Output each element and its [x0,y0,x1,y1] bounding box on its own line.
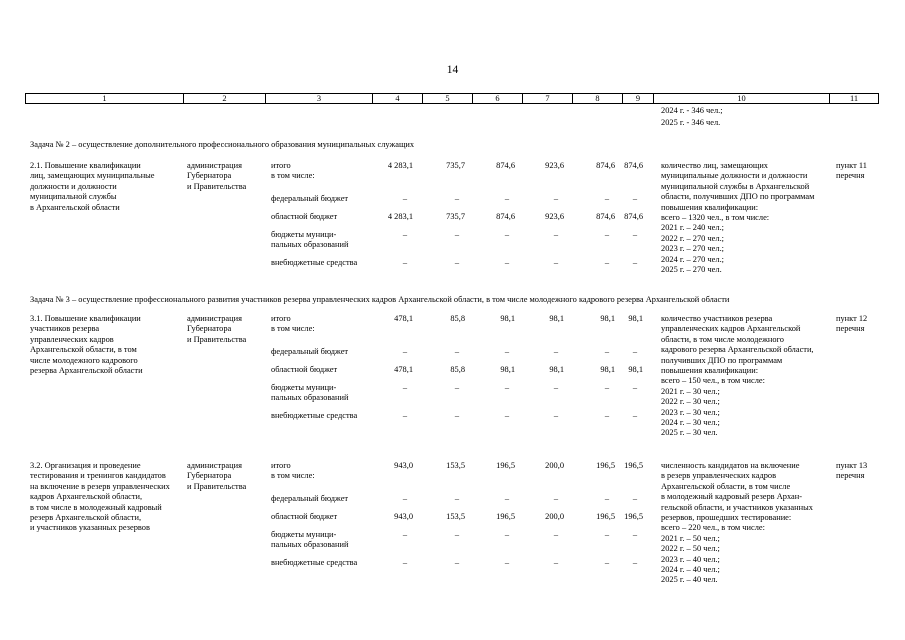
executor-line: и Правительства [187,181,247,191]
indicator-line: 2023 г. – 30 чел.; [661,407,720,417]
indicator-line: в резерв управленческих кадров [661,471,777,481]
total-value: 85,8 [450,314,465,323]
empty-dash: – [402,194,407,204]
indicator-line: 2022 г. – 270 чел.; [661,233,724,243]
indicator-line: 2024 г. – 30 чел.; [661,418,720,427]
total-value: 153,5 [446,461,465,470]
measure-name-line: 2.1. Повышение квалификации [30,161,141,170]
funding-label-municipal2: пальных образований [271,393,349,403]
regional-value: 923,6 [545,212,564,222]
indicator-line: 2025 г. – 40 чел. [661,575,718,585]
empty-dash: – [604,194,609,204]
measure-name-line: Архангельской области, в том [30,345,137,355]
funding-label-regional: областной бюджет [271,212,338,222]
funding-label-federal: федеральный бюджет [271,494,349,504]
indicator-line: численность кандидатов на включение [661,461,800,470]
indicator-line: области, в том числе молодежного [661,334,784,344]
regional-value: 98,1 [600,365,615,375]
empty-dash: – [553,382,558,392]
indicator-line: гельской области, и участников указанных [661,502,813,512]
header-col-7: 7 [523,94,573,103]
empty-dash: – [402,347,407,357]
empty-dash: – [454,557,459,567]
measure-name-line: резерва Архангельской области [30,366,143,375]
empty-dash: – [402,557,407,567]
indicator-line: 2023 г. – 270 чел.; [661,244,724,254]
funding-label-regional: областной бюджет [271,512,338,522]
header-col-9: 9 [623,94,654,103]
table-header [25,93,879,104]
empty-dash: – [504,257,509,267]
empty-dash: – [632,494,637,504]
reference-line: перечня [836,171,865,181]
empty-dash: – [632,347,637,357]
indicator-line: 2021 г. – 50 чел.; [661,533,720,543]
total-value: 874,6 [496,161,515,170]
measure-name-line: кадров Архангельской области, [30,492,143,502]
total-value: 874,6 [596,161,615,170]
measure-name-line: 3.2. Организация и проведение [30,461,141,470]
total-value: 923,6 [545,161,564,170]
total-value: 98,1 [628,314,643,323]
indicator-line: 2023 г. – 40 чел.; [661,554,720,564]
funding-label-municipal1: бюджеты муници- [271,229,337,239]
indicator-line: 2021 г. – 30 чел.; [661,386,720,396]
total-value: 478,1 [394,314,413,323]
measure-name-line: муниципальной службы [30,192,117,202]
measure-name-line: 3.1. Повышение квалификации [30,314,141,323]
empty-dash: – [454,347,459,357]
carry-over-line: 2024 г. - 346 чел.; [661,106,723,115]
measure-name-line: участников резерва [30,324,100,334]
empty-dash: – [402,257,407,267]
empty-dash: – [454,494,459,504]
total-value: 196,5 [624,461,643,470]
empty-dash: – [604,529,609,539]
empty-dash: – [504,410,509,420]
empty-dash: – [632,529,637,539]
task-heading: Задача № 2 – осуществление дополнительного профессионального образования муниципальных служащих [30,140,415,149]
funding-label-municipal2: пальных образований [271,240,349,250]
total-value: 98,1 [549,314,564,323]
indicator-line: в молодежный кадровый резерв Архан- [661,492,803,502]
empty-dash: – [604,494,609,504]
executor-line: Губернатора [187,171,232,181]
indicator-line: 2022 г. – 50 чел.; [661,544,720,554]
regional-value: 943,0 [394,512,413,522]
empty-dash: – [553,410,558,420]
measure-name-line: управленческих кадров [30,334,114,344]
empty-dash: – [553,194,558,204]
empty-dash: – [632,194,637,204]
indicator-line: 2022 г. – 30 чел.; [661,397,720,407]
measure-name-line: в Архангельской области [30,202,120,212]
regional-value: 98,1 [549,365,564,375]
funding-label-municipal1: бюджеты муници- [271,529,337,539]
indicator-line: повышения квалификации: [661,366,759,375]
executor-line: администрация [187,461,242,470]
regional-value: 4 283,1 [387,212,413,222]
funding-label-regional: областной бюджет [271,365,338,375]
indicator-line: муниципальные должности и должности [661,171,808,181]
regional-value: 196,5 [496,512,515,522]
task-heading: Задача № 3 – осуществление профессионального развития участников резерва управленческих кадров Архангельской области, в том числе молодежного кадрового резерва Архангельской области [30,295,730,304]
reference-line: пункт 13 [836,461,868,470]
regional-value: 196,5 [624,512,643,522]
measure-name-line: лиц, замещающих муниципальные [30,171,155,181]
empty-dash: – [604,257,609,267]
header-col-11: 11 [849,94,859,103]
measure-name-line: тестирования и тренингов кандидатов [30,471,166,481]
indicator-line: 2021 г. – 240 чел.; [661,223,724,233]
header-col-2: 2 [184,94,266,103]
regional-value: 98,1 [500,365,515,375]
regional-value: 200,0 [545,512,564,522]
funding-label-federal: федеральный бюджет [271,347,349,357]
measure-name-line: и участников указанных резервов [30,523,150,533]
regional-value: 85,8 [450,365,465,375]
empty-dash: – [504,347,509,357]
funding-label-extra: внебюджетные средства [271,410,358,420]
indicator-line: всего – 150 чел., в том числе: [661,376,765,386]
empty-dash: – [504,194,509,204]
indicator-line: 2024 г. – 40 чел.; [661,565,720,574]
empty-dash: – [402,494,407,504]
empty-dash: – [504,382,509,392]
funding-label-extra: внебюджетные средства [271,257,358,267]
total-value: 874,6 [624,161,643,170]
executor-line: администрация [187,161,242,170]
reference-line: перечня [836,324,865,334]
header-col-1: 1 [26,94,184,103]
total-value: 98,1 [500,314,515,323]
empty-dash: – [553,229,558,239]
regional-value: 196,5 [596,512,615,522]
indicator-line: получивших ДПО по программам [661,355,783,365]
funding-label-incl: в том числе: [271,324,315,334]
empty-dash: – [504,229,509,239]
empty-dash: – [604,382,609,392]
header-col-8: 8 [573,94,623,103]
empty-dash: – [553,257,558,267]
funding-label-total: итого [271,161,291,170]
regional-value: 478,1 [394,365,413,375]
empty-dash: – [604,347,609,357]
measure-name-line: числе молодежного кадрового [30,355,138,365]
indicator-line: всего – 1320 чел., в том числе: [661,213,770,222]
regional-value: 153,5 [446,512,465,522]
indicator-line: количество участников резерва [661,314,773,323]
empty-dash: – [504,494,509,504]
regional-value: 874,6 [496,212,515,222]
empty-dash: – [504,557,509,567]
empty-dash: – [402,229,407,239]
total-value: 735,7 [446,161,465,170]
header-col-4: 4 [373,94,423,103]
indicator-line: 2025 г. – 30 чел. [661,428,718,438]
indicator-line: Архангельской области, в том числе [661,481,791,491]
funding-label-extra: внебюджетные средства [271,557,358,567]
indicator-line: повышения квалификации: [661,202,759,212]
indicator-line: 2024 г. – 270 чел.; [661,254,724,264]
reference-line: перечня [836,471,865,481]
header-col-6: 6 [473,94,523,103]
empty-dash: – [632,257,637,267]
empty-dash: – [454,257,459,267]
total-value: 196,5 [496,461,515,470]
executor-line: и Правительства [187,334,247,344]
empty-dash: – [604,410,609,420]
empty-dash: – [553,494,558,504]
indicator-line: кадрового резерва Архангельской области, [661,345,814,355]
funding-label-incl: в том числе: [271,471,315,481]
executor-line: администрация [187,314,242,323]
empty-dash: – [454,382,459,392]
empty-dash: – [632,382,637,392]
executor-line: и Правительства [187,481,247,491]
carry-over-line: 2025 г. - 346 чел. [661,117,721,127]
empty-dash: – [604,557,609,567]
indicator-line: всего – 220 чел., в том числе: [661,523,765,533]
indicator-line: 2025 г. – 270 чел. [661,265,722,274]
empty-dash: – [604,229,609,239]
regional-value: 874,6 [624,212,643,222]
funding-label-municipal2: пальных образований [271,540,349,550]
executor-line: Губернатора [187,324,232,334]
empty-dash: – [454,229,459,239]
empty-dash: – [632,410,637,420]
empty-dash: – [632,229,637,239]
funding-label-incl: в том числе: [271,171,315,181]
header-col-5: 5 [423,94,473,103]
total-value: 4 283,1 [387,161,413,170]
header-col-10: 10 [654,94,830,103]
empty-dash: – [454,410,459,420]
measure-name-line: в том числе в молодежный кадровый [30,502,162,512]
empty-dash: – [553,557,558,567]
indicator-line: области, получивших ДПО по программам [661,192,815,202]
empty-dash: – [454,194,459,204]
indicator-line: муниципальной службы в Архангельской [661,181,810,191]
indicator-line: управленческих кадров Архангельской [661,324,801,334]
executor-line: Губернатора [187,471,232,481]
regional-value: 874,6 [596,212,615,222]
empty-dash: – [402,410,407,420]
measure-name-line: должности и должности [30,181,117,191]
funding-label-total: итого [271,314,291,323]
measure-name-line: на включение в резерв управленческих [30,481,170,491]
total-value: 98,1 [600,314,615,323]
empty-dash: – [632,557,637,567]
funding-label-total: итого [271,461,291,470]
empty-dash: – [553,347,558,357]
indicator-line: количество лиц, замещающих [661,161,768,170]
indicator-line: резервов, прошедших тестирование: [661,513,792,522]
header-col-3: 3 [266,94,373,103]
total-value: 196,5 [596,461,615,470]
empty-dash: – [504,529,509,539]
funding-label-municipal1: бюджеты муници- [271,382,337,392]
funding-label-federal: федеральный бюджет [271,194,349,204]
reference-line: пункт 11 [836,161,867,170]
measure-name-line: резерв Архангельской области, [30,513,142,522]
total-value: 943,0 [394,461,413,470]
regional-value: 735,7 [446,212,465,222]
total-value: 200,0 [545,461,564,470]
empty-dash: – [553,529,558,539]
regional-value: 98,1 [628,365,643,375]
empty-dash: – [402,529,407,539]
page-number: 14 [446,64,459,76]
empty-dash: – [402,382,407,392]
reference-line: пункт 12 [836,314,868,323]
empty-dash: – [454,529,459,539]
